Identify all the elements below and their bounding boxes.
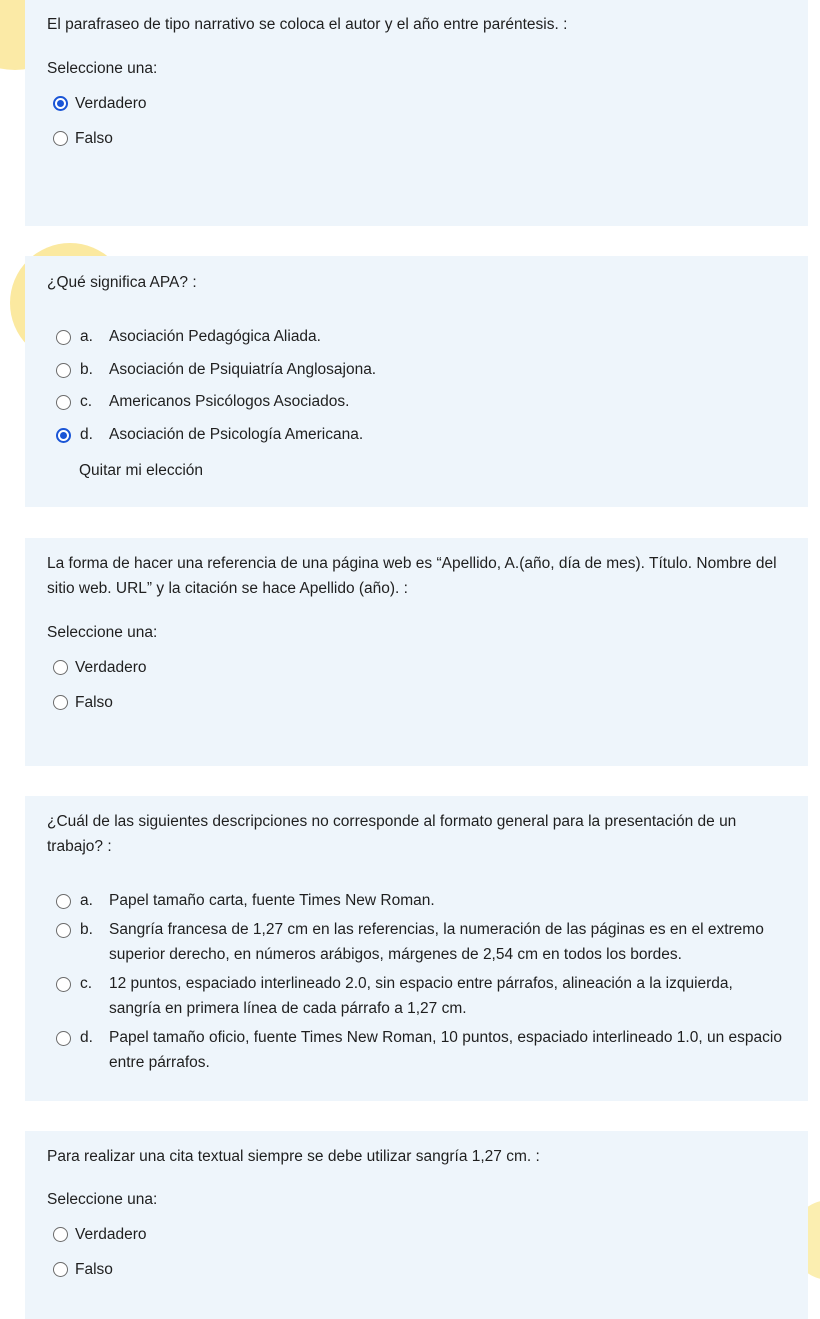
radio-button[interactable] <box>53 131 68 146</box>
option-c[interactable] <box>47 971 788 1021</box>
option-falso[interactable] <box>47 121 788 156</box>
option-label: Falso <box>75 1260 113 1278</box>
option-falso[interactable] <box>47 1252 788 1287</box>
select-prompt: Seleccione una: <box>47 624 158 641</box>
question-text: La forma de hacer una referencia de una página web es “Apellido, A.(año, día de mes). Título. Nombre del sitio web. URL” y la citación se hace Apellido (año). : <box>47 555 777 597</box>
option-letter: a. <box>80 892 93 909</box>
option-label: Asociación de Psiquiatría Anglosajona. <box>109 360 377 378</box>
option-a[interactable] <box>47 324 788 357</box>
question-card-3 <box>25 538 808 766</box>
option-verdadero[interactable] <box>47 86 788 121</box>
option-b[interactable] <box>47 357 788 390</box>
radio-button[interactable] <box>53 1262 68 1277</box>
option-label: Asociación de Psicología Americana. <box>109 425 364 443</box>
option-label: Verdadero <box>75 1225 147 1243</box>
option-c[interactable] <box>47 389 788 422</box>
radio-button[interactable] <box>56 1031 71 1046</box>
option-label: Sangría francesa de 1,27 cm en las referencias, la numeración de las páginas es en el extremo superior derecho, en números arábigos, márgenes de 2,54 cm en todos los bordes. <box>109 921 764 963</box>
option-letter: c. <box>80 975 93 992</box>
question-text: ¿Cuál de las siguientes descripciones no corresponde al formato general para la presentación de un trabajo? : <box>47 813 737 855</box>
option-label: Falso <box>75 129 113 147</box>
radio-button[interactable] <box>53 695 68 710</box>
option-b[interactable] <box>47 917 788 967</box>
option-label: 12 puntos, espaciado interlineado 2.0, sin espacio entre párrafos, alineación a la izquierda, sangría en primera línea de cada párrafo a 1,27 cm. <box>109 975 733 1017</box>
select-prompt: Seleccione una: <box>47 60 158 77</box>
option-label: Verdadero <box>75 94 147 112</box>
option-letter: a. <box>80 328 93 345</box>
option-verdadero[interactable] <box>47 1217 788 1252</box>
radio-button[interactable] <box>56 977 71 992</box>
option-label: Americanos Psicólogos Asociados. <box>109 393 350 410</box>
radio-button[interactable] <box>56 923 71 938</box>
question-text: Para realizar una cita textual siempre se debe utilizar sangría 1,27 cm. : <box>47 1148 540 1165</box>
radio-button[interactable] <box>53 660 68 675</box>
clear-choice-link[interactable]: Quitar mi elección <box>79 462 204 479</box>
option-letter: b. <box>80 360 93 378</box>
option-verdadero[interactable] <box>47 650 788 685</box>
radio-button[interactable] <box>53 1227 68 1242</box>
radio-button-selected[interactable] <box>53 96 68 111</box>
option-letter: c. <box>80 393 93 410</box>
option-letter: b. <box>80 921 93 938</box>
question-card-4 <box>25 796 808 1101</box>
option-label: Papel tamaño oficio, fuente Times New Roman, 10 puntos, espaciado interlineado 1.0, un espacio entre párrafos. <box>109 1029 782 1071</box>
select-prompt: Seleccione una: <box>47 1191 158 1208</box>
question-text: ¿Qué significa APA? : <box>47 274 197 291</box>
question-card-2 <box>25 256 808 507</box>
option-d[interactable] <box>47 1025 788 1075</box>
radio-button-selected[interactable] <box>56 428 71 443</box>
option-letter: d. <box>80 1029 93 1046</box>
radio-button[interactable] <box>56 363 71 378</box>
option-label: Papel tamaño carta, fuente Times New Roman. <box>109 892 435 909</box>
option-a[interactable] <box>47 888 788 913</box>
option-d[interactable] <box>47 422 788 455</box>
radio-button[interactable] <box>56 395 71 410</box>
question-text: El parafraseo de tipo narrativo se coloca el autor y el año entre paréntesis. : <box>47 16 568 33</box>
radio-button[interactable] <box>56 894 71 909</box>
radio-button[interactable] <box>56 330 71 345</box>
question-card-1 <box>25 0 808 226</box>
question-card-5 <box>25 1131 808 1319</box>
option-label: Verdadero <box>75 658 147 676</box>
option-letter: d. <box>80 425 93 443</box>
option-label: Asociación Pedagógica Aliada. <box>109 328 321 345</box>
option-falso[interactable] <box>47 685 788 720</box>
option-label: Falso <box>75 693 113 711</box>
